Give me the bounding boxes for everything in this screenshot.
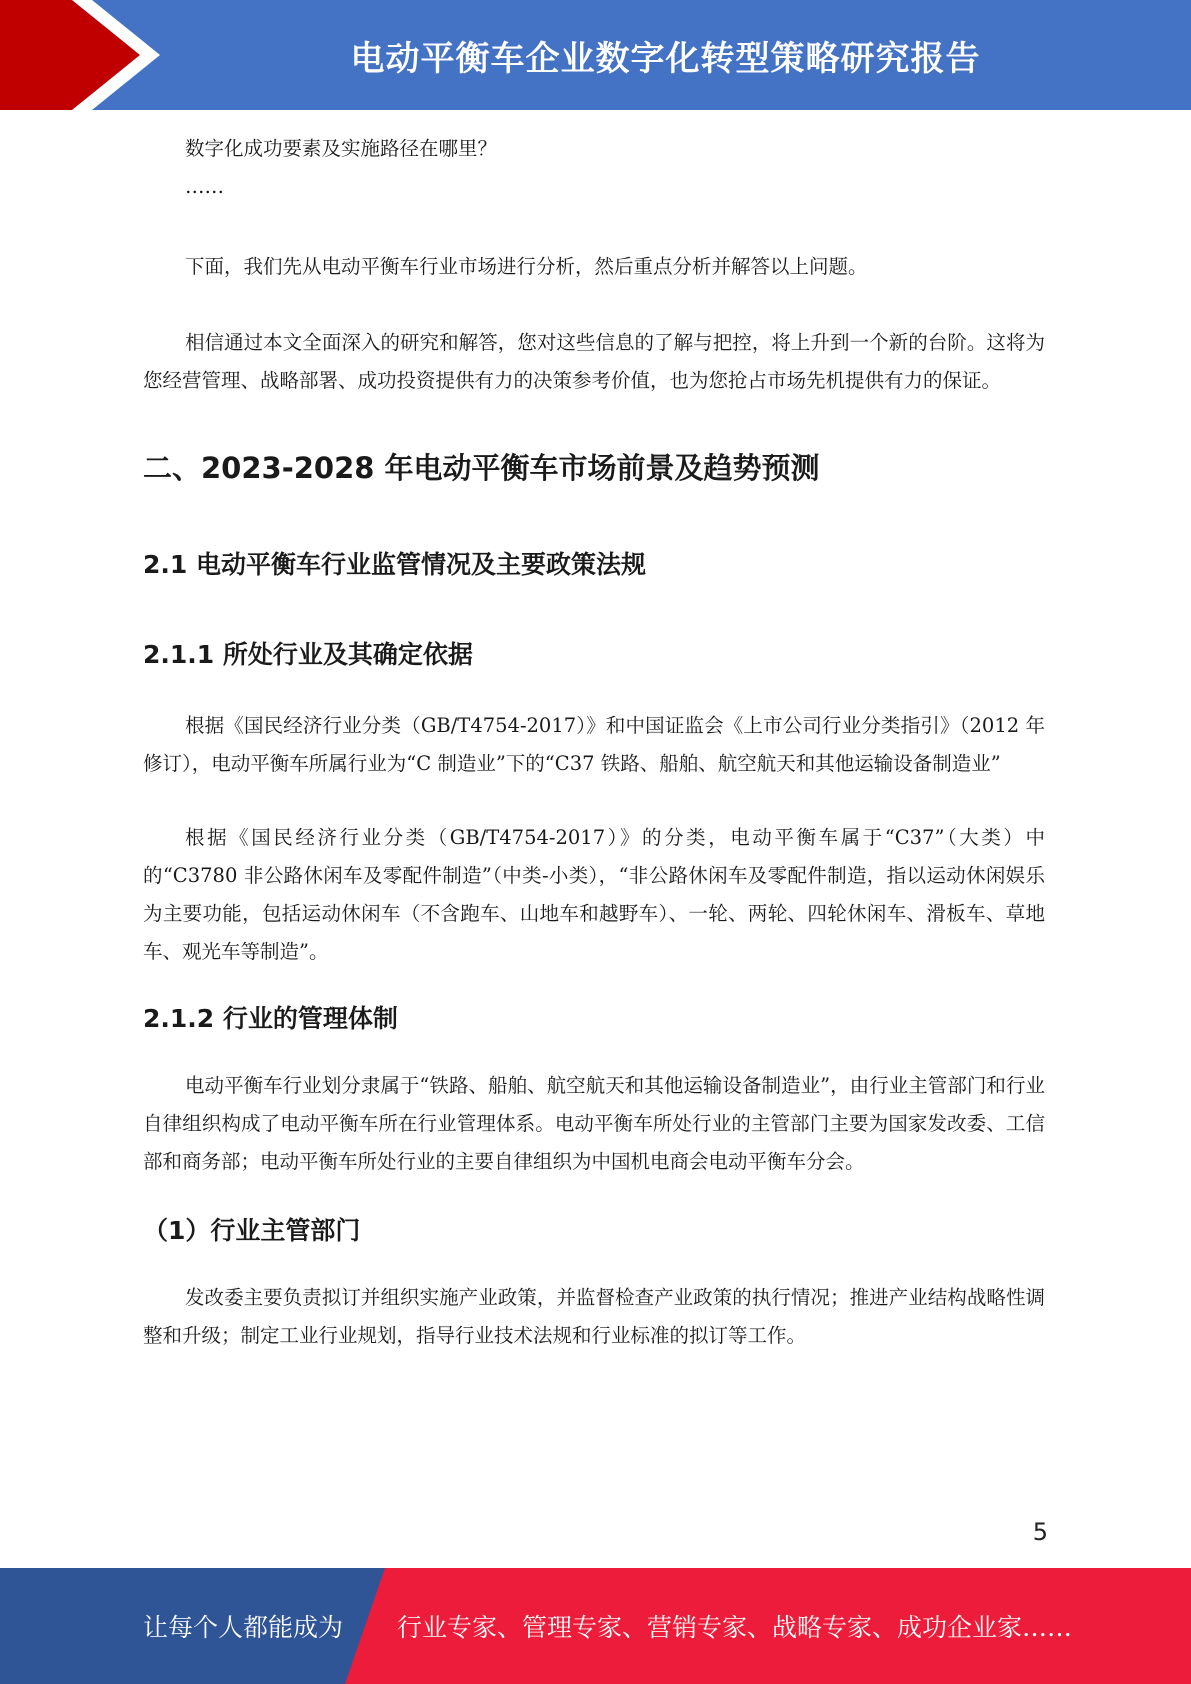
subsection-heading-2-1-1: 2.1.1 所处行业及其确定依据 <box>143 640 473 669</box>
footer-slogan-right: 行业专家、管理专家、营销专家、战略专家、成功企业家…… <box>397 1613 1073 1642</box>
heading-industry-authority: （1）行业主管部门 <box>143 1216 361 1245</box>
intro-question: 数字化成功要素及实施路径在哪里？ <box>185 137 498 160</box>
footer-slogan-left: 让每个人都能成为 <box>143 1613 344 1642</box>
section-heading-2: 二、2023-2028 年电动平衡车市场前景及趋势预测 <box>143 451 820 485</box>
page-footer <box>0 1568 1191 1684</box>
report-title: 电动平衡车企业数字化转型策略研究报告 <box>350 38 981 79</box>
paragraph-2-1-2: 电动平衡车行业划分隶属于“铁路、船舶、航空航天和其他运输设备制造业”，由行业主管部门和行业自律组织构成了电动平衡车所在行业管理体系。电动平衡车所处行业的主管部门主要为国家发改委、工信部和商务部；电动平衡车所处行业的主要自律组织为中国机电商会电动平衡车分会。 <box>143 1074 1045 1173</box>
paragraph-2-1-1-b: 根据《国民经济行业分类（GB/T4754-2017）》的分类，电动平衡车属于“C37”（大类）中的“C3780 非公路休闲车及零配件制造”（中类-小类），“非公路休闲车及零配件制造，指以运动休闲娱乐为主要功能，包括运动休闲车（不含跑车、山地车和越野车）、一轮、两轮、四轮休闲车、滑板车、草地车、观光车等制造”。 <box>143 826 1045 963</box>
page-header <box>0 0 1191 110</box>
subsection-heading-2-1-2: 2.1.2 行业的管理体制 <box>143 1004 398 1033</box>
intro-paragraph-1: 下面，我们先从电动平衡车行业市场进行分析，然后重点分析并解答以上问题。 <box>185 255 868 278</box>
paragraph-industry-authority: 发改委主要负责拟订并组织实施产业政策，并监督检查产业政策的执行情况；推进产业结构战略性调整和升级；制定工业行业规划，指导行业技术法规和行业标准的拟订等工作。 <box>143 1286 1045 1347</box>
intro-paragraph-2: 相信通过本文全面深入的研究和解答，您对这些信息的了解与把控，将上升到一个新的台阶。这将为您经营管理、战略部署、成功投资提供有力的决策参考价值，也为您抢占市场先机提供有力的保证。 <box>143 331 1045 392</box>
page-content <box>143 130 1045 1355</box>
page-number: 5 <box>1032 1518 1048 1546</box>
paragraph-2-1-1-a: 根据《国民经济行业分类（GB/T4754-2017）》和中国证监会《上市公司行业分类指引》（2012 年修订），电动平衡车所属行业为“C 制造业”下的“C37 铁路、船舶、航空航天和其他运输设备制造业” <box>143 714 1045 775</box>
red-arrow-emblem <box>0 0 160 110</box>
subsection-heading-2-1: 2.1 电动平衡车行业监管情况及主要政策法规 <box>143 550 646 579</box>
intro-ellipsis: …… <box>185 175 224 198</box>
